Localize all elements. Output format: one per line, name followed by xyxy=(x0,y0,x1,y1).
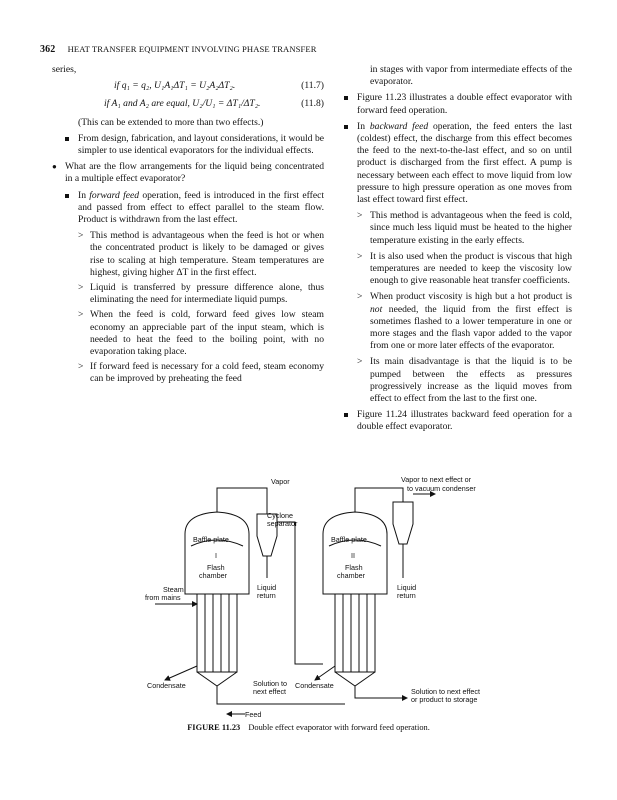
bottom-2 xyxy=(335,672,375,686)
label-condensate-1: Condensate xyxy=(147,681,186,690)
label-cyclone-1: Cyclone xyxy=(267,511,293,520)
label-baffle-1: Baffle plate xyxy=(193,535,229,544)
label-flash-2b: chamber xyxy=(337,571,365,580)
arrow-bullet-icon: > xyxy=(78,309,84,321)
equation-11-8 xyxy=(52,98,324,110)
label-feed: Feed xyxy=(245,710,262,719)
list-item: From design, fabrication, and layout considerations, it would be simpler to use identical evaporators for the individual effects. xyxy=(52,133,324,157)
label-condensate-2: Condensate xyxy=(295,681,334,690)
arrow-bullet-icon: > xyxy=(78,282,84,294)
right-column xyxy=(344,64,572,438)
list-item: In forward feed operation, feed is introduced in the first effect and passed from effect to effect parallel to the steam flow. Product is withdrawn from the last effect. xyxy=(52,190,324,227)
label-flash-1b: chamber xyxy=(199,571,227,580)
arrow-bullet-icon: > xyxy=(78,361,84,373)
figure-caption-text: Double effect evaporator with forward feed operation. xyxy=(248,723,430,732)
label-vapor: Vapor xyxy=(271,477,290,486)
square-bullet-icon xyxy=(65,133,69,145)
figure-label: FIGURE 11.23 xyxy=(187,723,241,732)
square-bullet-icon xyxy=(344,409,348,421)
list-item: > Liquid is transferred by pressure difference alone, thus eliminating the need for intermediate liquid pumps. xyxy=(78,282,324,306)
list-item: ● What are the flow arrangements for the liquid being concentrated in a multiple effect evaporator? xyxy=(52,161,324,185)
term-not: not xyxy=(370,303,383,315)
label-cyclone-2: separator xyxy=(267,519,298,528)
effect-1-shell xyxy=(185,512,249,594)
label-flash-1a: Flash xyxy=(207,563,225,572)
running-title: HEAT TRANSFER EQUIPMENT INVOLVING PHASE TRANSFER xyxy=(67,44,317,54)
series-text: series, xyxy=(52,64,77,75)
extend-note: (This can be extended to more than two effects.) xyxy=(78,116,264,128)
list-item: In backward feed operation, the feed enters the last (coldest) effect, the discharge from this effect becomes the feed to the next-to-the-last effect, and so on until product is discharged from the first effect. A pump is necessary between each effect to move liquid from low pressure to high pressure operation as one moves from last effect toward first effect. xyxy=(344,121,572,206)
equation-11-8-body: if A₁ and A₂ are equal, U₂/U₁ = ΔT₁/ΔT₂. xyxy=(104,98,261,110)
label-baffle-2: Baffle plate xyxy=(331,535,367,544)
label-flash-2a: Flash xyxy=(345,563,363,572)
arrow-bullet-icon: > xyxy=(357,356,363,368)
arrow-bullet-icon: > xyxy=(357,250,363,262)
equation-11-7-body: if q₁ = q₂, U₁A₁ΔT₁ = U₂A₂ΔT₂. xyxy=(114,80,236,92)
arrow-bullet-icon: > xyxy=(78,230,84,242)
label-solution-1b: next effect xyxy=(253,687,287,696)
equation-11-8-number: (11.8) xyxy=(301,98,324,110)
term-forward-feed: forward feed xyxy=(89,189,140,201)
list-item: > Its main disadvantage is that the liquid is to be pumped between the effects as pressures progressively increase as the liquid moves from effect to effect from the last to the first one. xyxy=(357,356,572,405)
label-vapor-next-2: to vacuum condenser xyxy=(407,484,476,493)
term-backward-feed: backward feed xyxy=(369,120,429,132)
equation-11-7 xyxy=(52,80,324,92)
list-item: > This method is advantageous when the feed is hot or when the concentrated product is likely to be damaged or gives rise to scaling at high temperature. Steam temperatures are highest, giving higher ΔT in the first effect. xyxy=(78,230,324,278)
label-solution-2a: Solution to next effect xyxy=(411,687,480,696)
label-liquid-2b: return xyxy=(397,591,416,600)
figure-caption xyxy=(0,723,617,732)
running-header xyxy=(40,44,317,55)
list-item: > It is also used when the product is viscous that high temperatures are needed to keep the viscosity low enough to give reasonable heat transfer coefficients. xyxy=(357,250,572,287)
bottom-1 xyxy=(197,672,237,686)
cyclone-separator-2 xyxy=(393,502,413,544)
label-liquid-1b: return xyxy=(257,591,276,600)
square-bullet-icon xyxy=(344,92,348,104)
label-roman-2: II xyxy=(351,551,355,560)
label-liquid-2a: Liquid xyxy=(397,583,417,592)
list-item: > When the feed is cold, forward feed gives low steam economy an appreciable part of the input steam, which is needed to heat the feed to the boiling point, with no evaporation taking place. xyxy=(78,309,324,358)
square-bullet-icon xyxy=(344,121,348,133)
page-number: 362 xyxy=(40,44,56,55)
list-item: Figure 11.24 illustrates backward feed operation for a double effect evaporator. xyxy=(344,409,572,433)
arrow-bullet-icon: > xyxy=(357,210,363,222)
arrow-bullet-icon: > xyxy=(357,291,363,303)
label-steam-1: Steam xyxy=(163,585,184,594)
label-liquid-1a: Liquid xyxy=(257,583,277,592)
list-item: Figure 11.23 illustrates a double effect evaporator with forward feed operation. xyxy=(344,92,572,116)
square-bullet-icon xyxy=(65,190,69,202)
list-item: > This method is advantageous when the feed is cold, since much less liquid must be heated to the higher temperature existing in the early effects. xyxy=(357,210,572,246)
calandria-1 xyxy=(197,594,237,672)
evaporator-diagram xyxy=(145,474,495,720)
label-vapor-next-1: Vapor to next effect or xyxy=(401,475,472,484)
list-item: > If forward feed is necessary for a cold feed, steam economy can be improved by preheating the feed xyxy=(78,361,324,385)
effect-2-shell xyxy=(323,512,387,594)
left-column xyxy=(52,64,324,389)
list-item: > When product viscosity is high but a hot product is not needed, the liquid from the first effect is sometimes flashed to a lower temperature in one or more stages and the flash vapor added to the vapor from one or more later effects of the evaporator. xyxy=(357,291,572,352)
calandria-2 xyxy=(335,594,375,672)
equation-11-7-number: (11.7) xyxy=(301,80,324,92)
label-solution-1a: Solution to xyxy=(253,679,287,688)
label-steam-2: from mains xyxy=(145,593,181,602)
continued-text: in stages with vapor from intermediate effects of the evaporator. xyxy=(370,64,572,88)
label-roman-1: I xyxy=(215,551,217,560)
label-solution-2b: or product to storage xyxy=(411,695,478,704)
figure-double-effect-evaporator xyxy=(145,474,495,720)
bullet-icon: ● xyxy=(52,162,57,172)
